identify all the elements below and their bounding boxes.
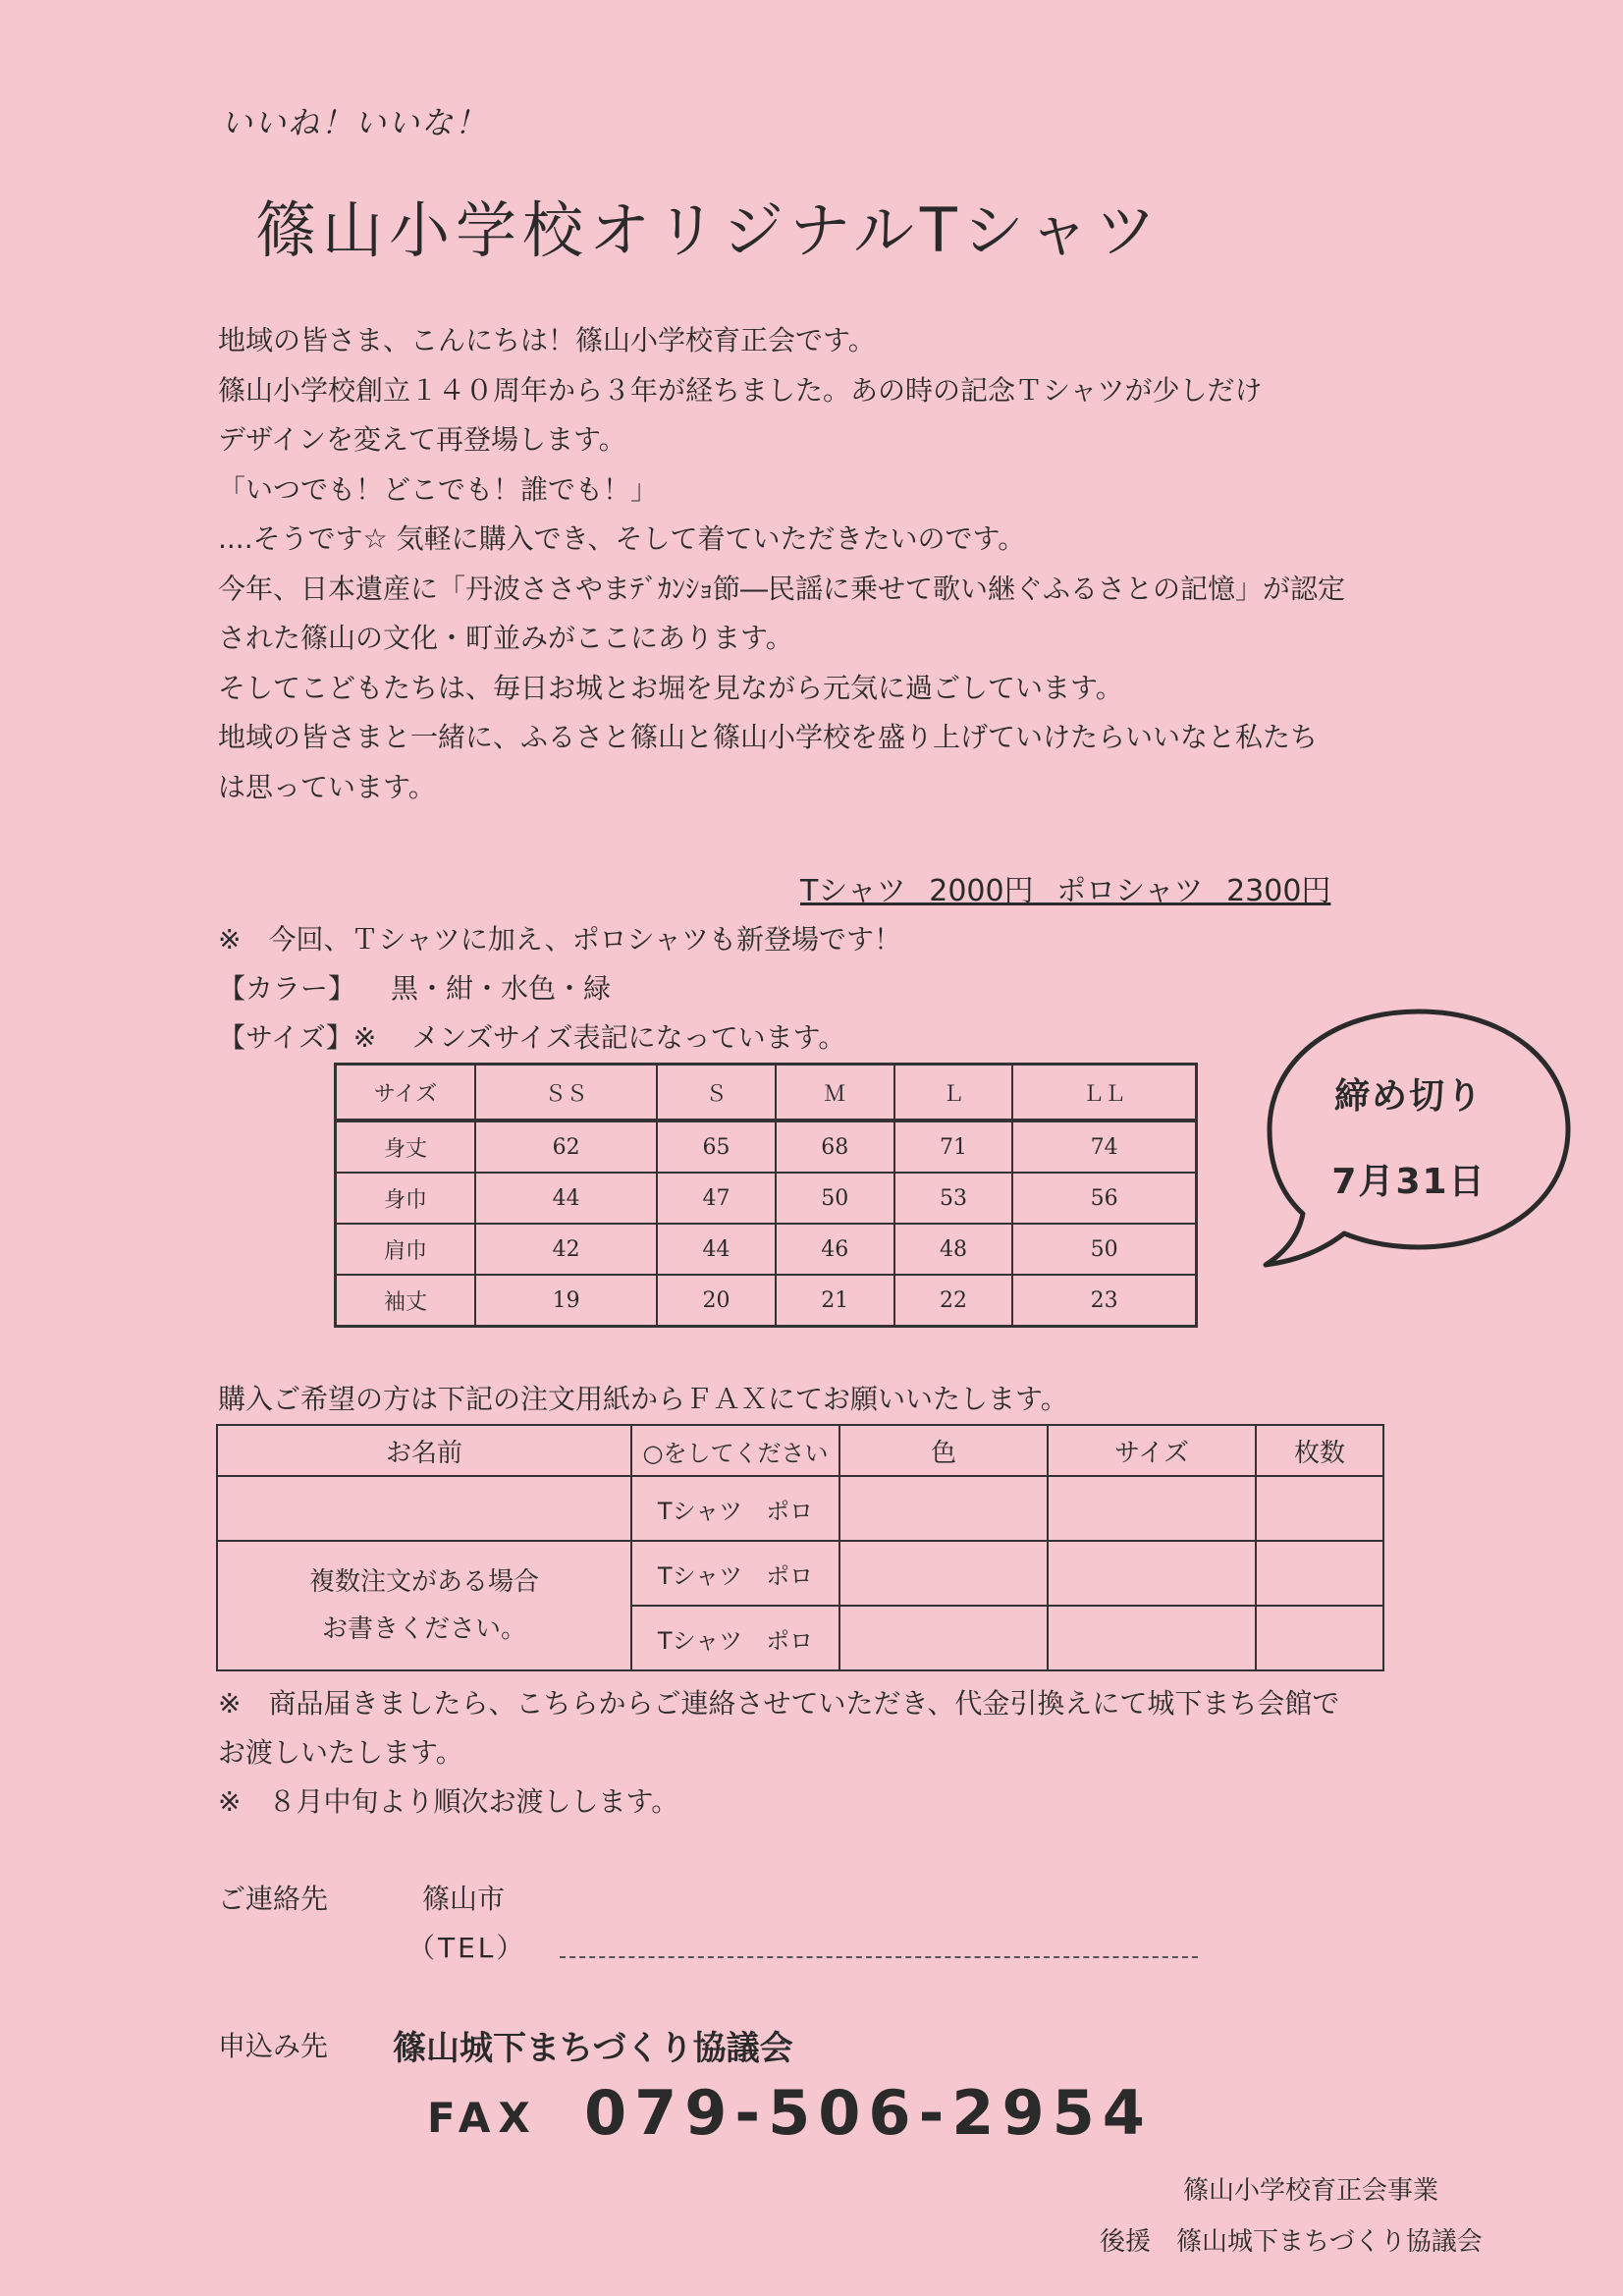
size-cell: 62: [475, 1121, 657, 1173]
size-field[interactable]: [1048, 1541, 1256, 1606]
size-cell: 65: [657, 1121, 776, 1173]
intro-line: デザインを変えて再登場します。: [218, 423, 626, 456]
size-cell: 20: [657, 1275, 776, 1327]
delivery-note-line: ※ 商品届きましたら、こちらからご連絡させていただき、代金引換えにて城下まち会館で: [218, 1687, 1340, 1720]
size-field[interactable]: [1048, 1606, 1256, 1670]
color-label: 【カラー】: [218, 972, 356, 1005]
size-header-cell: サイズ: [336, 1065, 476, 1121]
size-table: [334, 1063, 1198, 1328]
tagline: いいね！いいな！: [221, 104, 489, 141]
choice-header: ○をしてください: [631, 1425, 839, 1476]
table-row[interactable]: [217, 1476, 1383, 1541]
size-cell: 53: [894, 1173, 1013, 1224]
size-cell: 46: [776, 1224, 894, 1275]
tel-entry-line[interactable]: [560, 1956, 1198, 1958]
delivery-note-line: ※ ８月中旬より順次お渡しします。: [218, 1785, 679, 1818]
intro-line: 篠山小学校創立１４０周年から３年が経ちました。あの時の記念Ｔシャツが少しだけ: [218, 373, 1263, 407]
fax-number: 079-506-2954: [584, 2077, 1153, 2149]
size-cell: 19: [475, 1275, 657, 1327]
quantity-field[interactable]: [1256, 1476, 1383, 1541]
size-cell: 44: [657, 1224, 776, 1275]
intro-line: は思っています。: [218, 770, 436, 803]
color-field[interactable]: [839, 1606, 1048, 1670]
delivery-notes: [218, 1679, 1445, 1827]
intro-line: 今年、日本遺産に「丹波ささやまﾃﾞｶﾝｼｮ節―民謡に乗せて歌い継ぐふるさとの記憶」が認定: [218, 572, 1346, 605]
size-header-cell: Ｌ: [894, 1065, 1013, 1121]
new-polo-note: ※ 今回、Ｔシャツに加え、ポロシャツも新登場です！: [218, 923, 902, 956]
size-cell: 44: [475, 1173, 657, 1224]
table-row: [336, 1173, 1197, 1224]
item-choice[interactable]: Tシャツ ポロ: [631, 1606, 839, 1670]
size-field[interactable]: [1048, 1476, 1256, 1541]
apply-label: 申込み先: [218, 2030, 329, 2062]
apply-organization: 篠山城下まちづくり協議会: [393, 2029, 793, 2068]
order-form-table: [216, 1424, 1384, 1671]
table-row: [336, 1275, 1197, 1327]
speech-bubble-icon: [1262, 1004, 1576, 1279]
size-cell: 42: [475, 1224, 657, 1275]
size-cell: 21: [776, 1275, 894, 1327]
size-cell: 56: [1012, 1173, 1196, 1224]
size-cell: 50: [776, 1173, 894, 1224]
intro-line: 地域の皆さま、こんにちは！篠山小学校育正会です。: [218, 324, 876, 356]
delivery-note-line: お渡しいたします。: [218, 1736, 463, 1769]
intro-line: ....そうです☆ 気軽に購入でき、そして着ていただきたいのです。: [218, 522, 1026, 555]
intro-line: された篠山の文化・町並みがここにあります。: [218, 622, 793, 654]
color-values: 黒・紺・水色・緑: [391, 972, 612, 1005]
size-header-cell: Ｍ: [776, 1065, 894, 1121]
size-note: メンズサイズ表記になっています。: [411, 1021, 846, 1054]
item-choice[interactable]: Tシャツ ポロ: [631, 1541, 839, 1606]
size-row-label: 肩巾: [336, 1224, 476, 1275]
footer-organizer: 篠山小学校育正会事業: [1183, 2176, 1439, 2206]
size-cell: 50: [1012, 1224, 1196, 1275]
size-header-cell: Ｓ: [657, 1065, 776, 1121]
color-field[interactable]: [839, 1476, 1048, 1541]
size-header-cell: ＳＳ: [475, 1065, 657, 1121]
multi-order-note: [217, 1541, 631, 1670]
size-cell: 47: [657, 1173, 776, 1224]
item-choice[interactable]: Tシャツ ポロ: [631, 1476, 839, 1541]
contact-tel-label: （TEL）: [407, 1932, 527, 1964]
size-row-label: 袖丈: [336, 1275, 476, 1327]
size-table-header-row: [336, 1065, 1197, 1121]
color-field[interactable]: [839, 1541, 1048, 1606]
fax-label: FAX: [427, 2094, 538, 2142]
fax-instruction: 購入ご希望の方は下記の注文用紙からＦＡＸにてお願いいたします。: [218, 1383, 1068, 1415]
intro-line: 「いつでも！どこでも！誰でも！」: [218, 472, 659, 506]
size-line: [218, 1016, 845, 1056]
name-field[interactable]: [217, 1476, 631, 1541]
size-row-label: 身丈: [336, 1121, 476, 1173]
intro-line: そしてこどもたちは、毎日お城とお堀を見ながら元気に過ごしています。: [218, 671, 1123, 704]
table-row: [336, 1121, 1197, 1173]
size-header-cell: ＬＬ: [1012, 1065, 1196, 1121]
size-label: 【サイズ】※: [218, 1021, 377, 1054]
size-header: サイズ: [1048, 1425, 1256, 1476]
intro-text: [218, 316, 1455, 812]
color-line: [218, 967, 611, 1007]
order-header-row: [217, 1425, 1383, 1476]
multi-order-line: 複数注文がある場合: [308, 1567, 539, 1597]
size-cell: 71: [894, 1121, 1013, 1173]
deadline-label: 締め切り: [1333, 1076, 1484, 1117]
price-line: Tシャツ 2000円 ポロシャツ 2300円: [800, 874, 1331, 908]
table-row[interactable]: [217, 1541, 1383, 1606]
page-title: 篠山小学校オリジナルTシャツ: [255, 194, 1163, 266]
footer-supporter: 後援 篠山城下まちづくり協議会: [1100, 2227, 1483, 2257]
contact-city: 篠山市: [422, 1883, 506, 1915]
quantity-field[interactable]: [1256, 1606, 1383, 1670]
size-cell: 22: [894, 1275, 1013, 1327]
deadline-date: 7月31日: [1331, 1162, 1487, 1202]
size-row-label: 身巾: [336, 1173, 476, 1224]
size-cell: 68: [776, 1121, 894, 1173]
multi-order-line: お書きください。: [321, 1614, 526, 1644]
color-header: 色: [839, 1425, 1048, 1476]
intro-line: 地域の皆さまと一緒に、ふるさと篠山と篠山小学校を盛り上げていけたらいいなと私たち: [218, 721, 1319, 753]
quantity-header: 枚数: [1256, 1425, 1383, 1476]
contact-label: ご連絡先: [218, 1883, 329, 1915]
size-cell: 23: [1012, 1275, 1196, 1327]
size-cell: 48: [894, 1224, 1013, 1275]
table-row: [336, 1224, 1197, 1275]
name-header: お名前: [217, 1425, 631, 1476]
quantity-field[interactable]: [1256, 1541, 1383, 1606]
size-cell: 74: [1012, 1121, 1196, 1173]
